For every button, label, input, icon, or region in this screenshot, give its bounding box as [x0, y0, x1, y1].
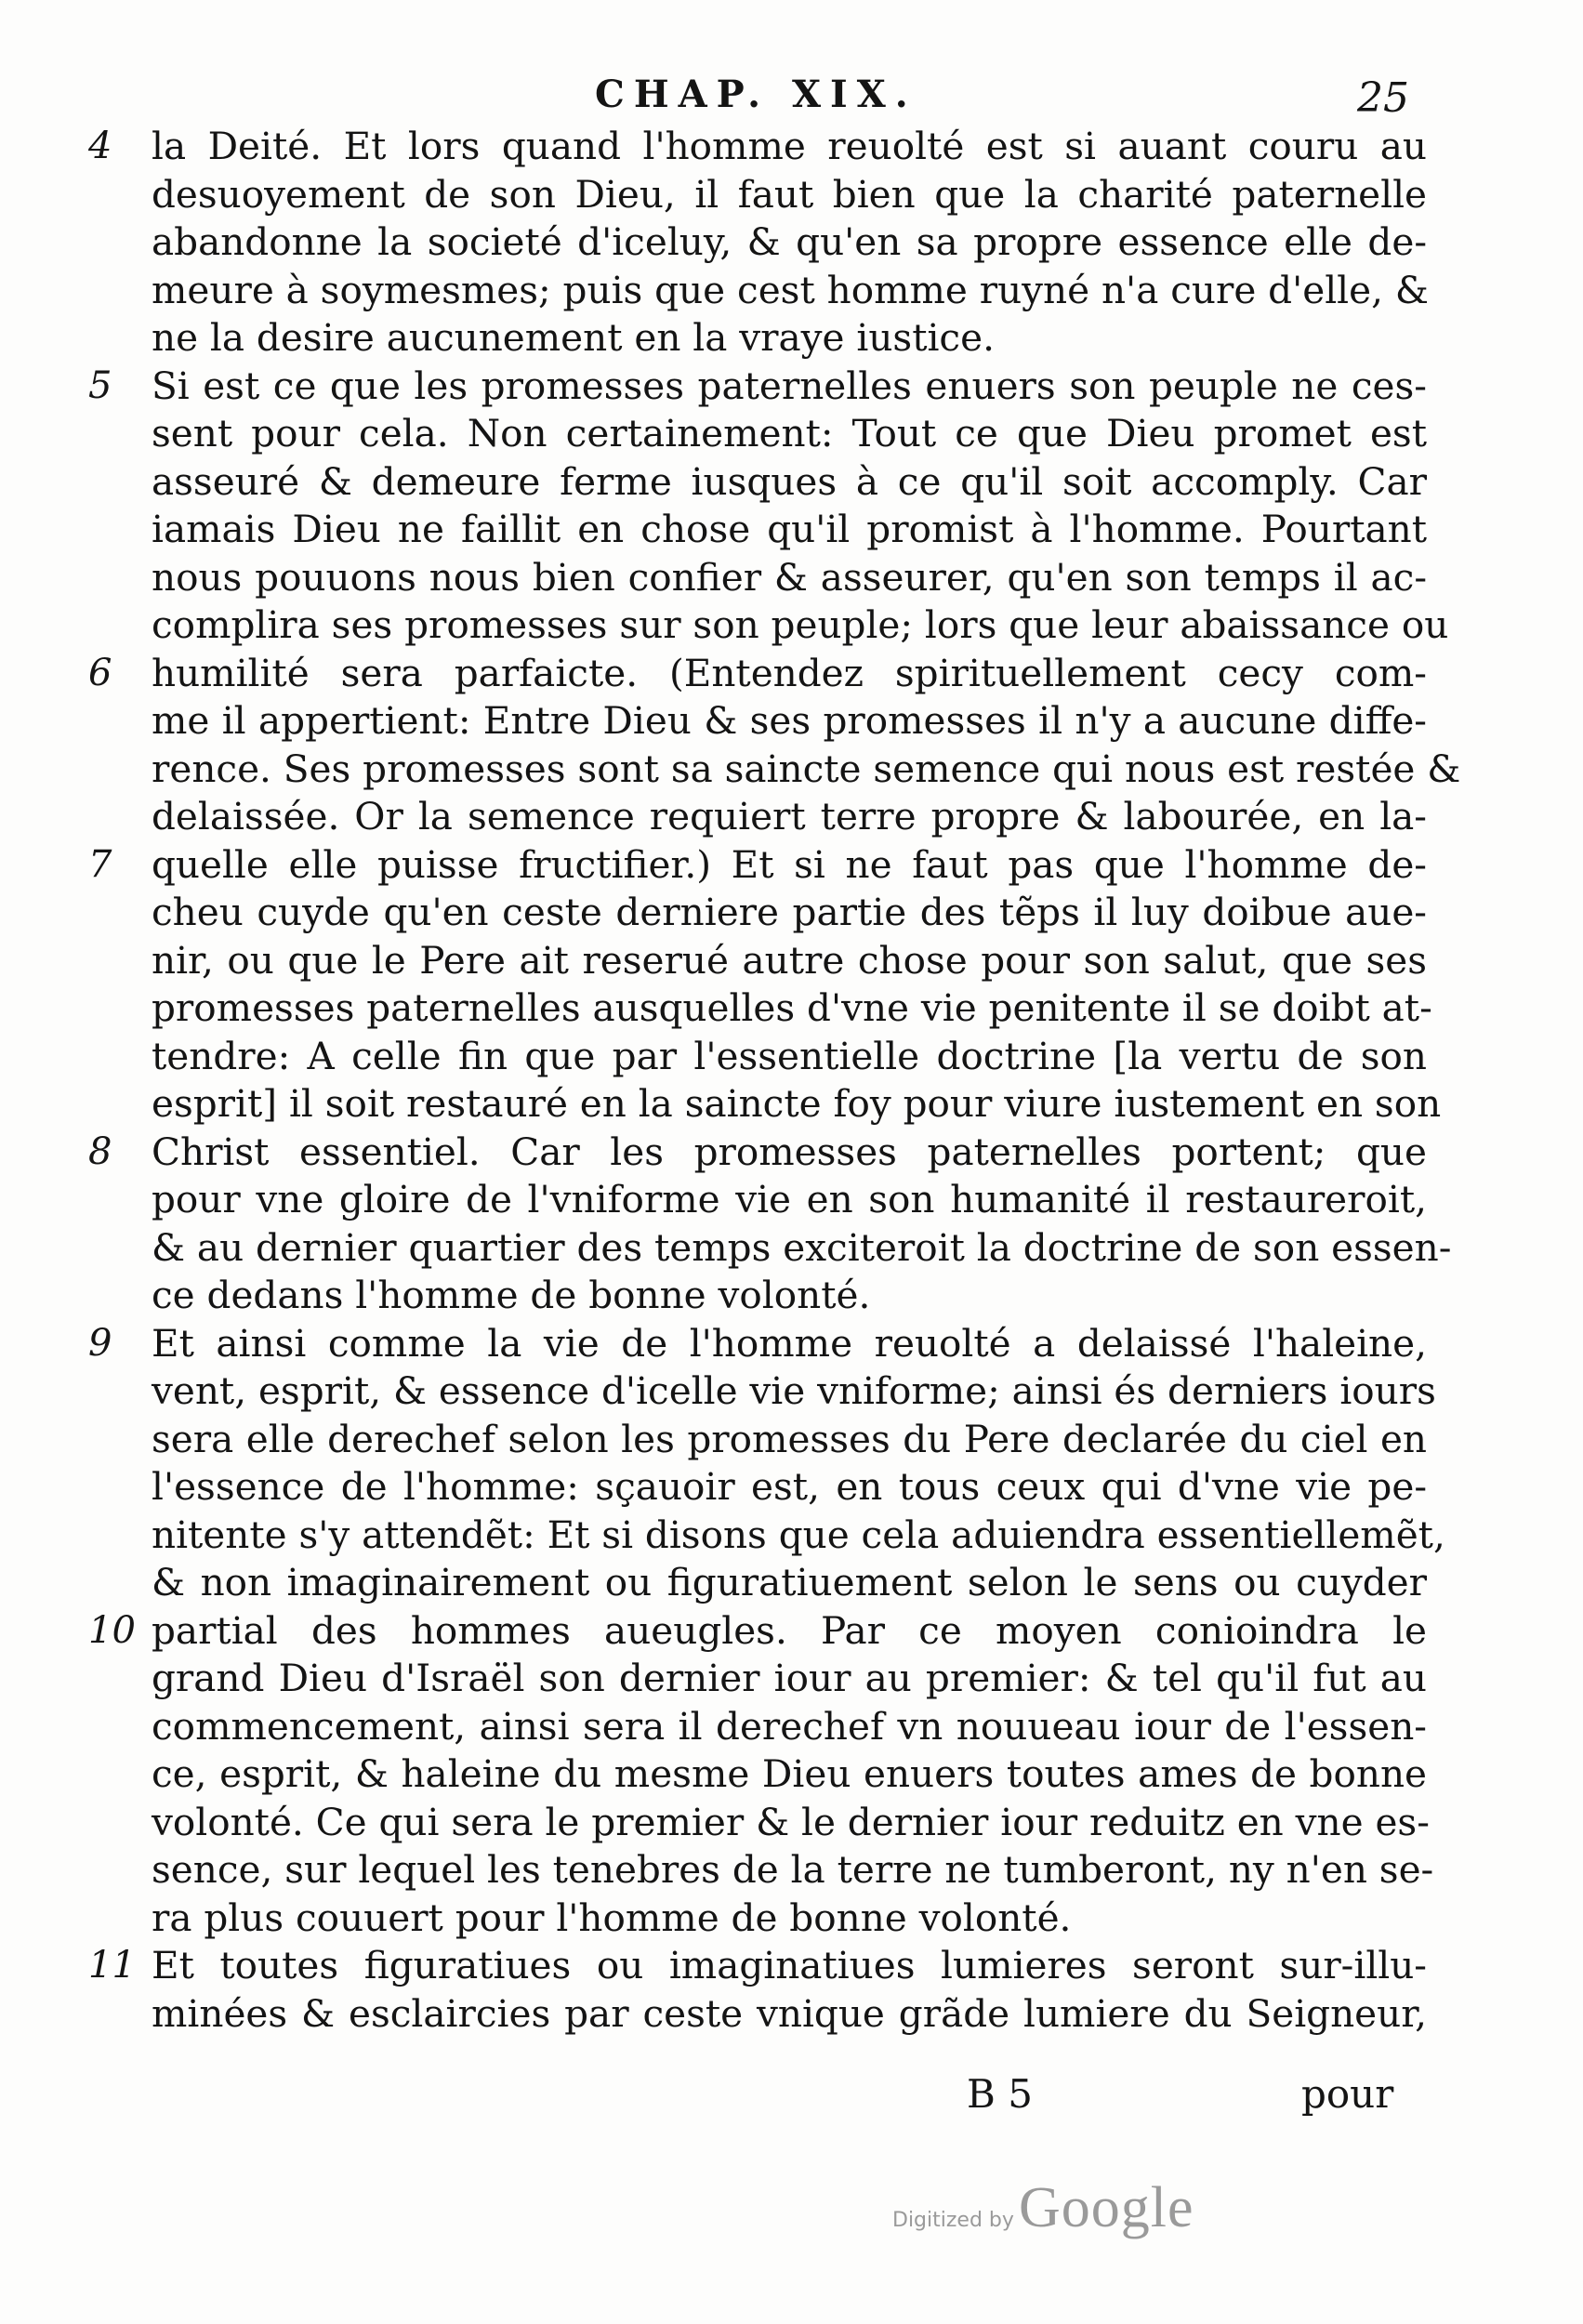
- text-line: [88, 123, 1427, 171]
- line-text: ne la desire aucunement en la vraye iustice.: [152, 315, 995, 360]
- text-line: [88, 1080, 1442, 1129]
- text-line: [88, 1703, 1427, 1751]
- text-line: [88, 601, 1449, 650]
- google-logo: Google: [1019, 2176, 1194, 2239]
- line-text: delaissée. Or la semence requiert terre propre & labourée, en la-: [152, 794, 1427, 838]
- text-line: [88, 1799, 1430, 1847]
- text-line: [88, 171, 1427, 219]
- text-line: [88, 1559, 1427, 1607]
- line-text: volonté. Ce qui sera le premier & le dernier iour reduitz en vne es-: [152, 1799, 1430, 1844]
- line-text: sent pour cela. Non certainement: Tout ce que Dieu promet est: [152, 411, 1427, 456]
- line-text: vent, esprit, & essence d'icelle vie vniforme; ainsi és derniers iours: [152, 1368, 1436, 1413]
- line-text: cheu cuyde qu'en ceste derniere partie des tẽps il luy doibue aue-: [152, 890, 1427, 934]
- verse-number: 7: [88, 842, 112, 886]
- text-line: [88, 1750, 1427, 1799]
- verse-number: 5: [88, 363, 112, 407]
- line-text: pour vne gloire de l'vniforme vie en son humanité il restaureroit,: [152, 1177, 1427, 1221]
- text-line: [88, 1942, 1427, 1990]
- text-line: [88, 410, 1427, 458]
- text-line: [88, 1033, 1427, 1081]
- text-line: [88, 650, 1427, 698]
- line-text: asseuré & demeure ferme iusques à ce qu'il soit accomply. Car: [152, 458, 1427, 504]
- text-line: [88, 1320, 1427, 1368]
- text-line: [88, 1463, 1427, 1512]
- line-text: commencement, ainsi sera il derechef vn nouueau iour de l'essen-: [152, 1703, 1427, 1749]
- text-line: [88, 1129, 1427, 1177]
- text-line: [88, 554, 1427, 602]
- digitized-watermark: [892, 2175, 1194, 2241]
- line-text: ra plus couuert pour l'homme de bonne volonté.: [152, 1895, 1072, 1940]
- text-line: [88, 1367, 1436, 1416]
- line-text: grand Dieu d'Israël son dernier iour au premier: & tel qu'il fut au: [152, 1656, 1427, 1700]
- line-text: tendre: A celle fin que par l'essentielle doctrine [la vertu de son: [152, 1033, 1427, 1078]
- text-line: [88, 218, 1427, 267]
- line-text: sera elle derechef selon les promesses du Pere declarée du ciel en: [152, 1416, 1427, 1461]
- line-text: iamais Dieu ne faillit en chose qu'il promist à l'homme. Pourtant: [152, 507, 1427, 551]
- line-text: & non imaginairement ou figuratiuement selon le sens ou cuyder: [152, 1560, 1427, 1604]
- text-line: [88, 841, 1427, 890]
- catchword: pour: [1301, 2071, 1394, 2117]
- text-line: [88, 1272, 1427, 1320]
- text-line: [88, 1224, 1452, 1273]
- line-text: & au dernier quartier des temps exciteroit la doctrine de son essen-: [152, 1224, 1452, 1270]
- text-line: [88, 697, 1427, 746]
- text-line: [88, 984, 1432, 1033]
- line-text: ce, esprit, & haleine du mesme Dieu enuers toutes ames de bonne: [152, 1751, 1427, 1796]
- line-text: desuoyement de son Dieu, il faut bien que la charité paternelle: [152, 171, 1427, 217]
- line-text: Si est ce que les promesses paternelles enuers son peuple ne ces-: [152, 363, 1427, 408]
- text-line: [88, 314, 1427, 363]
- line-text: rence. Ses promesses sont sa saincte semence qui nous est restée &: [152, 746, 1461, 791]
- signature-mark: B 5: [967, 2071, 1033, 2117]
- line-text: minées & esclaircies par ceste vnique grãde lumiere du Seigneur,: [152, 1990, 1427, 2036]
- text-line: [88, 458, 1427, 507]
- text-line: [88, 1846, 1434, 1895]
- line-text: sence, sur lequel les tenebres de la terre ne tumberont, ny n'en se-: [152, 1847, 1434, 1892]
- watermark-prefix: Digitized by: [892, 2209, 1014, 2232]
- verse-number: 9: [88, 1321, 112, 1365]
- body-text: [88, 123, 1461, 2038]
- line-text: abandonne la societé d'iceluy, & qu'en sa propre essence elle de-: [152, 219, 1427, 264]
- running-head: CHAP. XIX.: [595, 73, 917, 116]
- text-line: [88, 937, 1427, 985]
- text-line: [88, 1416, 1427, 1464]
- text-line: [88, 267, 1427, 315]
- verse-number: 11: [88, 1944, 136, 1987]
- text-line: [88, 1607, 1427, 1656]
- text-line: [88, 1895, 1427, 1943]
- verse-number: 8: [88, 1129, 112, 1173]
- text-line: [88, 506, 1427, 554]
- text-line: [88, 746, 1461, 794]
- line-text: la Deité. Et lors quand l'homme reuolté est si auant couru au: [152, 124, 1427, 168]
- line-text: Et toutes figuratiues ou imaginatiues lumieres seront sur-illu-: [152, 1943, 1427, 1987]
- line-text: esprit] il soit restauré en la saincte foy pour viure iustement en son: [152, 1081, 1442, 1126]
- line-text: quelle elle puisse fructifier.) Et si ne faut pas que l'homme de-: [152, 841, 1427, 887]
- line-text: Christ essentiel. Car les promesses paternelles portent; que: [152, 1129, 1427, 1174]
- text-line: [88, 1655, 1427, 1703]
- verse-number: 4: [88, 125, 112, 167]
- text-line: [88, 363, 1427, 411]
- line-text: nir, ou que le Pere ait reserué autre chose pour son salut, que ses: [152, 937, 1427, 983]
- line-text: nous pouuons nous bien confier & asseurer, qu'en son temps il ac-: [152, 554, 1427, 600]
- line-text: partial des hommes aueugles. Par ce moyen conioindra le: [152, 1607, 1427, 1653]
- line-text: nitente s'y attendẽt: Et si disons que cela aduiendra essentiellemẽt,: [152, 1512, 1445, 1557]
- page-number: 25: [1357, 74, 1409, 122]
- line-text: me il appertient: Entre Dieu & ses promesses il n'y a aucune diffe-: [152, 698, 1427, 743]
- verse-number: 10: [88, 1608, 136, 1652]
- line-text: complira ses promesses sur son peuple; lors que leur abaissance ou: [152, 602, 1449, 647]
- line-text: humilité sera parfaicte. (Entendez spirituellement cecy com-: [152, 650, 1427, 695]
- verse-number: 6: [88, 651, 112, 694]
- text-line: [88, 793, 1427, 841]
- line-text: promesses paternelles ausquelles d'vne vie penitente il se doibt at-: [152, 985, 1432, 1030]
- line-text: Et ainsi comme la vie de l'homme reuolté a delaissé l'haleine,: [152, 1320, 1427, 1366]
- line-text: meure à soymesmes; puis que cest homme ruyné n'a cure d'elle, &: [152, 267, 1429, 312]
- line-text: l'essence de l'homme: sçauoir est, en tous ceux qui d'vne vie pe-: [152, 1464, 1427, 1509]
- text-line: [88, 1512, 1445, 1560]
- text-line: [88, 1176, 1427, 1224]
- text-line: [88, 1990, 1427, 2039]
- line-text: ce dedans l'homme de bonne volonté.: [152, 1273, 871, 1317]
- text-line: [88, 889, 1427, 937]
